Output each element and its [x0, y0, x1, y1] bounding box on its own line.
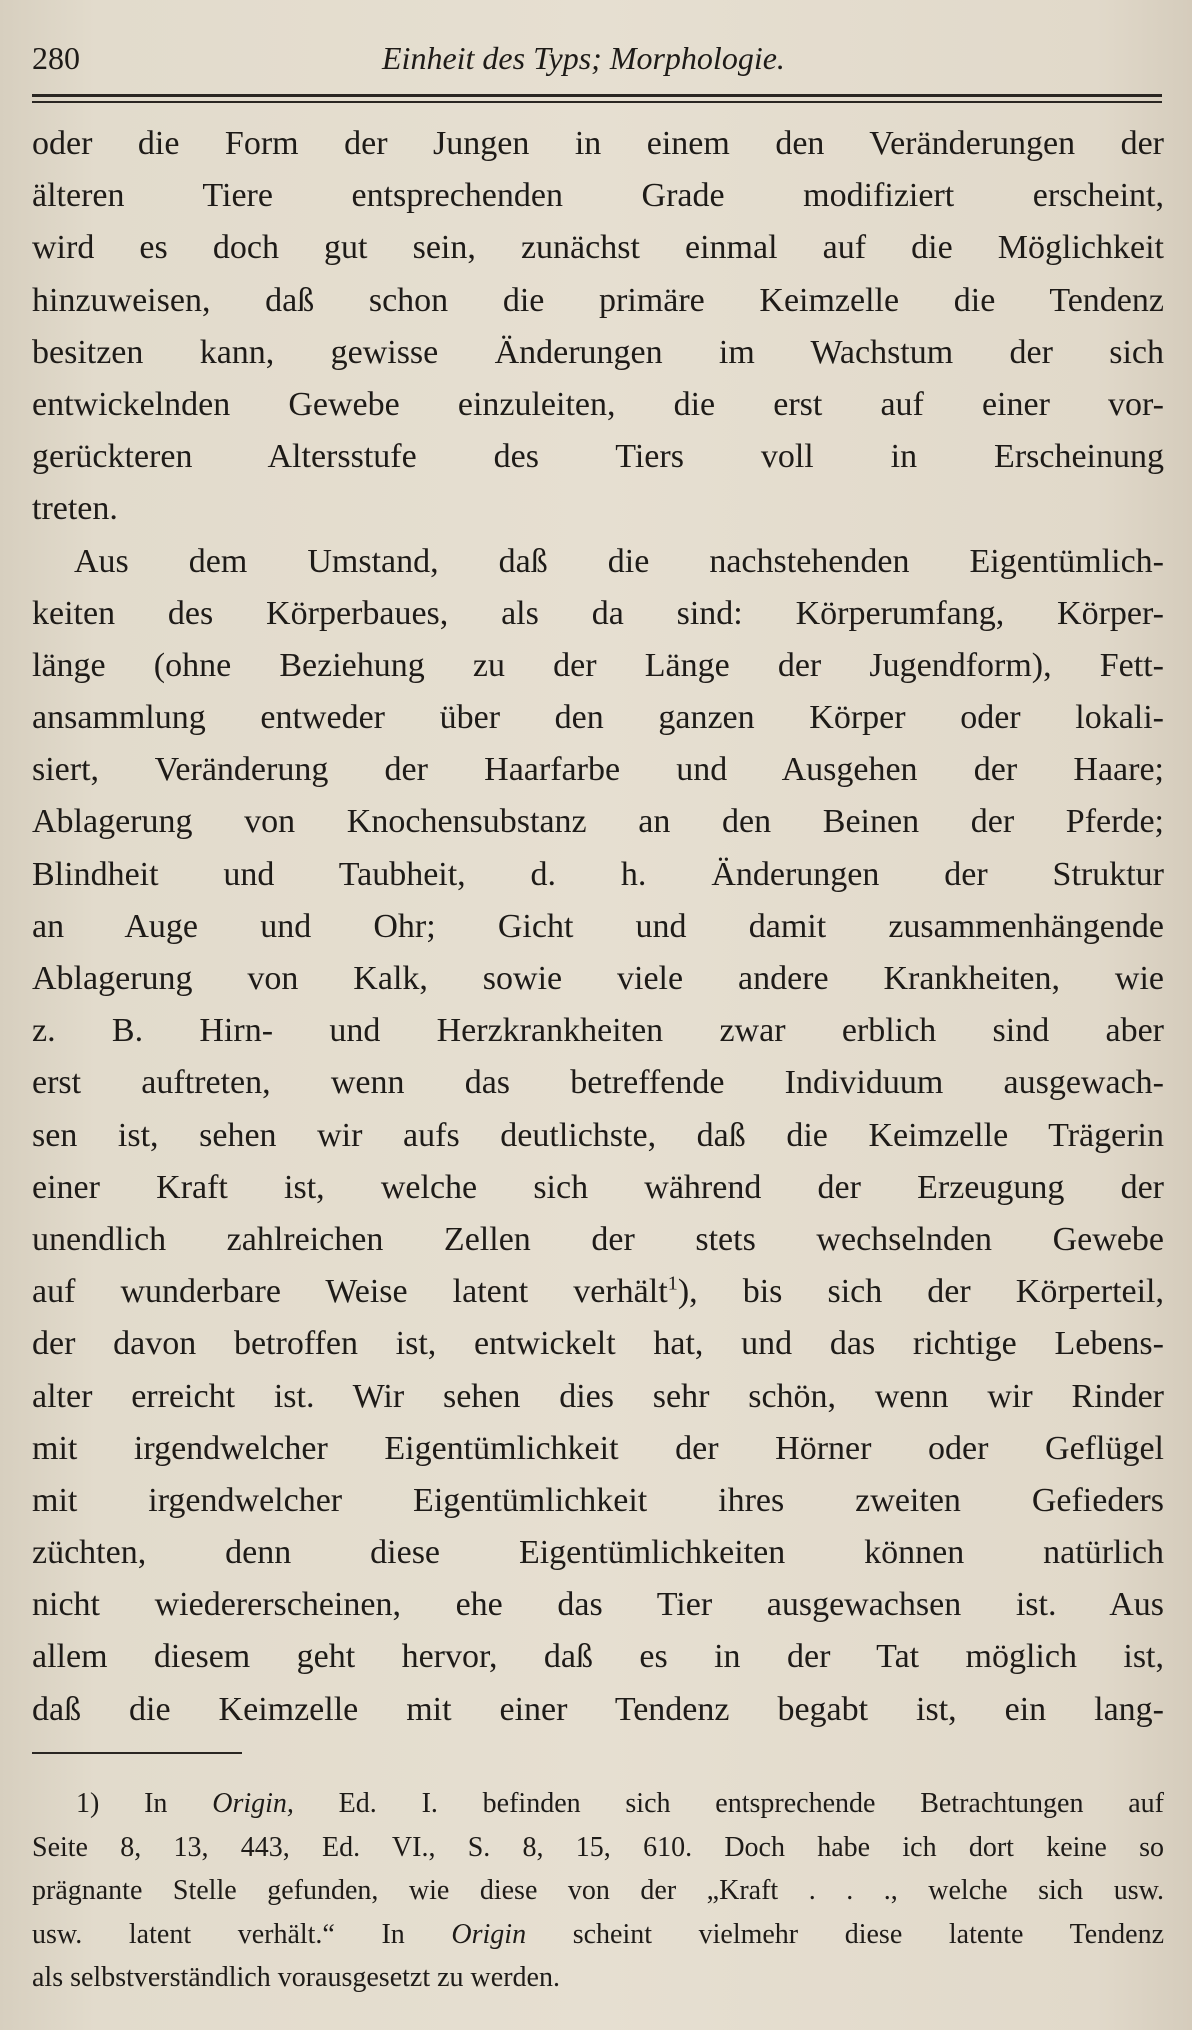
footnote-line	[32, 1913, 1164, 1957]
text-line: keiten des Körperbaues, als da sind: Körperumfang, Körper-	[32, 594, 1164, 632]
header-rule-thick	[32, 94, 1162, 97]
text-line: wird es doch gut sein, zunächst einmal auf die Möglichkeit	[32, 229, 1164, 267]
text-line: Ablagerung von Knochensubstanz an den Beinen der Pferde;	[32, 803, 1164, 841]
text-line: sen ist, sehen wir aufs deutlichste, daß die Keimzelle Trägerin	[32, 1116, 1164, 1154]
running-title: Einheit des Typs; Morphologie.	[382, 40, 785, 76]
text-line: einer Kraft ist, welche sich während der Erzeugung der	[32, 1168, 1164, 1206]
footnote-line: prägnante Stelle gefunden, wie diese von der „Kraft . . ., welche sich usw.	[32, 1875, 1164, 1906]
text-line: hinzuweisen, daß schon die primäre Keimzelle die Tendenz	[32, 281, 1164, 319]
text-line: treten.	[32, 490, 118, 528]
italic-title: Origin	[451, 1918, 527, 1950]
page-number: 280	[32, 40, 80, 76]
text-line: Blindheit und Taubheit, d. h. Änderungen der Struktur	[32, 855, 1164, 893]
text-line: entwickelnden Gewebe einzuleiten, die erst auf einer vor-	[32, 385, 1164, 423]
text-line: erst auftreten, wenn das betreffende Individuum ausgewach-	[32, 1064, 1164, 1102]
text-line: an Auge und Ohr; Gicht und damit zusammenhängende	[32, 907, 1164, 945]
text-line: z. B. Hirn- und Herzkrankheiten zwar erblich sind aber	[32, 1012, 1164, 1050]
text-segment: usw. latent verhält.“ In	[32, 1918, 452, 1950]
footnote-line	[32, 1782, 1164, 1826]
text-line: nicht wiedererscheinen, ehe das Tier ausgewachsen ist. Aus	[32, 1586, 1164, 1624]
text-line: besitzen kann, gewisse Änderungen im Wachstum der sich	[32, 333, 1164, 371]
text-line: daß die Keimzelle mit einer Tendenz begabt ist, ein lang-	[32, 1690, 1164, 1728]
footnote-rule	[32, 1752, 242, 1754]
body-text	[32, 118, 1164, 1736]
text-line: Ablagerung von Kalk, sowie viele andere Krankheiten, wie	[32, 960, 1164, 997]
text-segment: scheint vielmehr diese latente Tendenz	[526, 1918, 1164, 1950]
text-segment: 1) In	[76, 1788, 213, 1819]
header-rule-thin	[32, 101, 1162, 103]
text-line: ansammlung entweder über den ganzen Körper oder lokali-	[32, 699, 1164, 737]
page-header	[32, 40, 1162, 80]
text-line: der davon betroffen ist, entwickelt hat, und das richtige Lebens-	[32, 1325, 1164, 1363]
text-line: Aus dem Umstand, daß die nachstehenden Eigentümlich-	[74, 542, 1164, 580]
footnote-line: als selbstverständlich vorausgesetzt zu werden.	[32, 1962, 560, 1993]
text-line: länge (ohne Beziehung zu der Länge der Jugendform), Fett-	[32, 646, 1164, 684]
text-line: unendlich zahlreichen Zellen der stets wechselnden Gewebe	[32, 1220, 1164, 1258]
text-segment: ), bis sich der Körperteil,	[677, 1273, 1164, 1311]
text-line: mit irgendwelcher Eigentümlichkeit der Hörner oder Geflügel	[32, 1429, 1164, 1467]
text-line: gerückteren Altersstufe des Tiers voll in Erscheinung	[32, 438, 1164, 476]
italic-title: Origin,	[212, 1788, 294, 1819]
text-segment: Ed. I. befinden sich entsprechende Betrachtungen auf	[293, 1788, 1164, 1819]
text-line: allem diesem geht hervor, daß es in der Tat möglich ist,	[32, 1638, 1164, 1676]
text-line: oder die Form der Jungen in einem den Veränderungen der	[32, 125, 1164, 162]
text-line: alter erreicht ist. Wir sehen dies sehr schön, wenn wir Rinder	[32, 1377, 1164, 1415]
footnote-line: Seite 8, 13, 443, Ed. VI., S. 8, 15, 610. Doch habe ich dort keine so	[32, 1831, 1164, 1863]
text-line: siert, Veränderung der Haarfarbe und Ausgehen der Haare;	[32, 751, 1164, 789]
footnote-reference: 1	[667, 1272, 678, 1295]
text-line-with-footnote-ref	[32, 1266, 1164, 1318]
text-line: älteren Tiere entsprechenden Grade modifiziert erscheint,	[32, 177, 1164, 215]
text-line: züchten, denn diese Eigentümlichkeiten können natürlich	[32, 1534, 1164, 1572]
footnote	[32, 1782, 1164, 2000]
text-segment: auf wunderbare Weise latent verhält	[32, 1273, 668, 1311]
text-line: mit irgendwelcher Eigentümlichkeit ihres zweiten Gefieders	[32, 1481, 1164, 1519]
